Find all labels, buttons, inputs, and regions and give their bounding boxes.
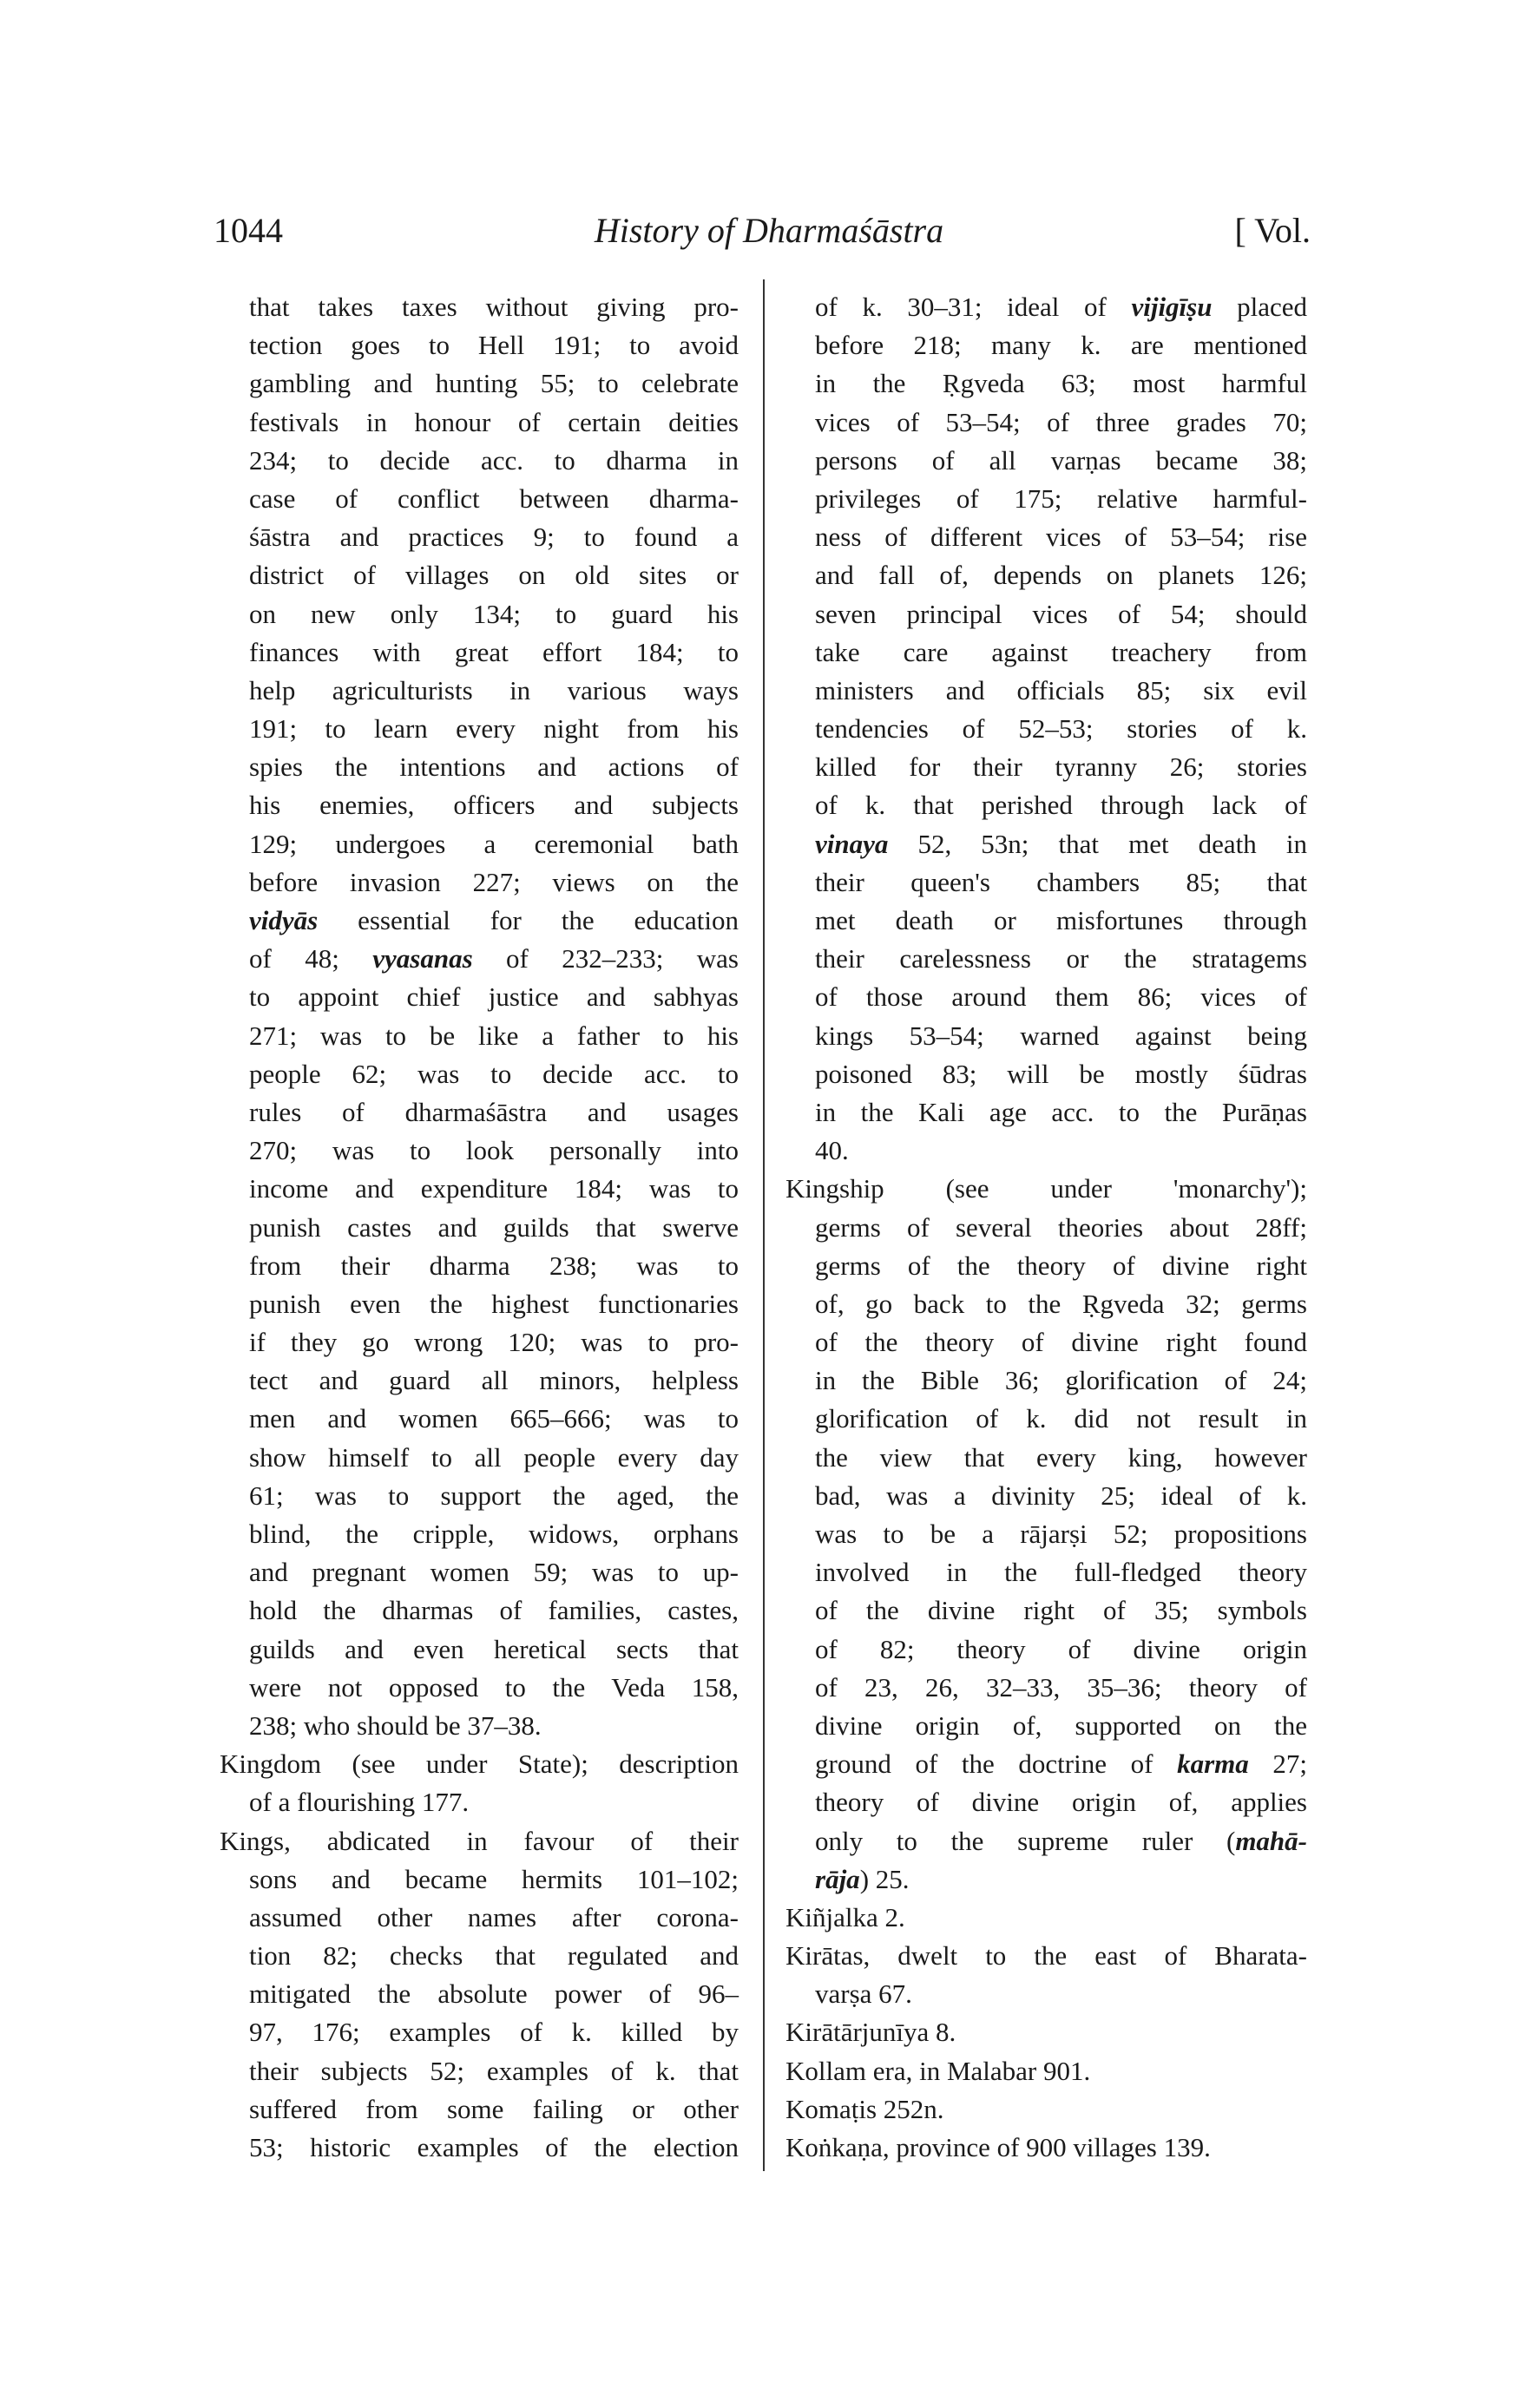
line-text: that takes taxes without giving pro- [249,292,739,322]
line-text: and pregnant women 59; was to up- [249,1557,739,1588]
index-line [785,1591,1307,1630]
line-text: ministers and officials 85; six evil [815,674,1307,705]
index-line [220,786,739,824]
line-text: men and women 665–666; was to [249,1403,739,1434]
index-entry-line [785,2129,1307,2167]
index-line [785,940,1307,978]
line-text: 61; was to support the aged, the [249,1480,739,1511]
line-text: 97, 176; examples of k. killed by [249,2017,739,2048]
line-text: 270; was to look personally into [249,1135,739,1166]
index-line [785,326,1307,364]
line-text: śāstra and practices 9; to found a [249,522,739,553]
line-text: 53; historic examples of the election [249,2132,739,2162]
index-line [220,326,739,364]
line-text: of 23, 26, 32–33, 35–36; theory of [815,1671,1307,1703]
line-text: theory of divine origin of, applies [815,1787,1307,1818]
index-line [785,786,1307,824]
line-text: people 62; was to decide acc. to [249,1058,739,1089]
index-line [785,902,1307,940]
line-text: 40. [815,1135,849,1166]
line-text: their queen's chambers 85; that [815,866,1307,897]
line-text: Koṅkaṇa, province of 900 villages 139. [785,2132,1211,2162]
line-text: placed [1212,292,1307,322]
line-text: punish castes and guilds that swerve [249,1211,739,1243]
index-line [785,1477,1307,1515]
line-text: in the Ṛgveda 63; most harmful [815,368,1307,399]
line-text: gambling and hunting 55; to celebrate [249,368,739,399]
index-line [220,1669,739,1707]
line-text: was to be a rājarṣi 52; propositions [815,1519,1307,1549]
line-text: from their dharma 238; was to [249,1250,739,1281]
line-text: suffered from some failing or other [249,2093,739,2124]
index-line [220,1477,739,1515]
line-text: essential for the education [318,905,739,935]
line-text: 129; undergoes a ceremonial bath [249,828,739,859]
index-line [220,2129,739,2167]
index-line [785,1707,1307,1745]
index-line [220,672,739,710]
line-text: finances with great effort 184; to [249,636,739,667]
index-entry-line [785,1170,1307,1208]
index-line [785,1745,1307,1783]
italic-term: karma [1177,1749,1249,1780]
line-text: were not opposed to the Veda 158, [249,1671,739,1703]
index-entry-line [785,2090,1307,2129]
line-text: of the divine right of 35; symbols [815,1595,1307,1626]
index-line [220,1017,739,1055]
index-line [785,863,1307,902]
index-line [220,1899,739,1937]
line-text: their carelessness or the stratagems [815,943,1307,974]
line-text: ground of the doctrine of [815,1749,1178,1780]
line-text: vices of 53–54; of three grades 70; [815,406,1307,437]
line-text: tection goes to Hell 191; to avoid [249,330,739,361]
index-line [220,1055,739,1093]
index-line [785,556,1307,594]
line-text: germs of the theory of divine right [815,1250,1307,1281]
index-line [220,1630,739,1669]
line-text: sons and became hermits 101–102; [249,1863,739,1894]
index-line [785,1630,1307,1669]
index-line [220,404,739,442]
index-line [220,1975,739,2013]
index-line [785,1515,1307,1553]
index-line [220,1937,739,1975]
line-text: varṣa 67. [815,1978,912,2010]
line-text: of k. that perished through lack of [815,790,1307,821]
line-text: 234; to decide acc. to dharma in [249,444,739,476]
index-line [785,364,1307,403]
index-line [785,672,1307,710]
index-line [785,1285,1307,1323]
index-line [220,1591,739,1630]
index-line [220,1170,739,1208]
index-line [785,1017,1307,1055]
line-text: festivals in honour of certain deities [249,406,739,437]
line-text: seven principal vices of 54; should [815,598,1307,629]
index-line [220,480,739,518]
italic-term: vyasanas [372,943,473,974]
line-text: of 48; [249,943,373,974]
italic-term: vinaya [815,828,889,859]
index-line [220,1515,739,1553]
index-line [220,1132,739,1170]
italic-term: rāja [815,1863,860,1894]
line-text: income and expenditure 184; was to [249,1173,739,1204]
line-text: of a flourishing 177. [249,1787,470,1818]
index-entry-line [220,1745,739,1783]
line-text: ) 25. [859,1863,910,1894]
index-line [785,1822,1307,1860]
line-text: if they go wrong 120; was to pro- [249,1327,739,1358]
index-line [220,2052,739,2090]
index-line [220,364,739,403]
line-text: take care against treachery from [815,636,1307,667]
line-text: 238; who should be 37–38. [249,1709,542,1741]
index-line [785,1209,1307,1247]
line-text: germs of several theories about 28ff; [815,1211,1307,1243]
index-line [785,1093,1307,1132]
index-line [785,1439,1307,1477]
index-line [785,288,1307,326]
index-line [785,1400,1307,1438]
line-text: of 232–233; was [472,943,739,974]
line-text: rules of dharmaśāstra and usages [249,1096,739,1127]
line-text: met death or misfortunes through [815,905,1307,935]
line-text: poisoned 83; will be mostly śūdras [815,1058,1307,1089]
line-text: Kirātas, dwelt to the east of Bharata- [785,1940,1307,1972]
line-text: ness of different vices of 53–54; rise [815,522,1307,553]
index-line [220,902,739,940]
line-text: hold the dharmas of families, castes, [249,1595,739,1626]
line-text: of, go back to the Ṛgveda 32; germs [815,1288,1307,1319]
index-line [220,556,739,594]
line-text: blind, the cripple, widows, orphans [249,1519,739,1549]
index-line [220,595,739,633]
volume-label: [ Vol. [1234,211,1311,250]
line-text: persons of all varṇas became 38; [815,444,1307,476]
line-text: spies the intentions and actions of [249,751,739,783]
line-text: their subjects 52; examples of k. that [249,2055,739,2086]
index-line [220,1361,739,1400]
index-line [220,518,739,556]
index-line [785,710,1307,748]
index-line [785,1323,1307,1361]
page-number: 1044 [214,211,283,250]
line-text: of those around them 86; vices of [815,981,1307,1013]
line-text: in the Kali age acc. to the Purāṇas [815,1096,1307,1127]
index-line [220,1553,739,1591]
index-line [220,863,739,902]
left-column [220,288,739,2167]
line-text: only to the supreme ruler ( [815,1825,1236,1856]
index-line [220,940,739,978]
index-entry-line [785,1899,1307,1937]
line-text: Kingdom (see under State); description [220,1749,739,1780]
index-line [785,748,1307,786]
line-text: to appoint chief justice and sabhyas [249,981,739,1013]
line-text: of k. 30–31; ideal of [815,292,1132,322]
italic-term: vidyās [249,905,319,935]
line-text: kings 53–54; warned against being [815,1020,1307,1051]
index-entry-line [785,2052,1307,2090]
index-line [785,633,1307,672]
line-text: his enemies, officers and subjects [249,790,739,821]
line-text: of the theory of divine right found [815,1327,1307,1358]
line-text: and fall of, depends on planets 126; [815,560,1307,591]
index-line [220,1783,739,1821]
line-text: guilds and even heretical sects that [249,1633,739,1664]
line-text: 27; [1248,1749,1307,1780]
index-line [220,1400,739,1438]
index-line [220,1860,739,1899]
index-line [220,442,739,480]
line-text: killed for their tyranny 26; stories [815,751,1307,783]
line-text: Komaṭis 252n. [785,2093,944,2124]
index-line [785,1783,1307,1821]
index-line [220,1209,739,1247]
index-line [220,1285,739,1323]
index-line [220,748,739,786]
line-text: Kingship (see under 'monarchy'); [785,1173,1307,1204]
italic-term: vijigīṣu [1131,292,1213,322]
line-text: case of conflict between dharma- [249,482,739,514]
line-text: show himself to all people every day [249,1441,739,1473]
line-text: district of villages on old sites or [249,560,739,591]
index-line [220,633,739,672]
line-text: tion 82; checks that regulated and [249,1940,739,1972]
index-line [785,1247,1307,1285]
index-line [220,1439,739,1477]
line-text: Kollam era, in Malabar 901. [785,2055,1091,2086]
line-text: divine origin of, supported on the [815,1709,1307,1741]
index-line [785,404,1307,442]
index-line [785,1860,1307,1899]
index-entry-line [220,1822,739,1860]
index-line [785,1132,1307,1170]
line-text: help agriculturists in various ways [249,674,739,705]
running-title: History of Dharmaśāstra [594,211,944,250]
line-text: in the Bible 36; glorification of 24; [815,1365,1307,1396]
index-entry-line [785,1937,1307,1975]
line-text: Kings, abdicated in favour of their [220,1825,739,1856]
line-text: tendencies of 52–53; stories of k. [815,713,1307,745]
index-line [220,710,739,748]
index-line [785,442,1307,480]
index-line [785,595,1307,633]
line-text: Kiñjalka 2. [785,1901,905,1932]
line-text: of 82; theory of divine origin [815,1633,1307,1664]
line-text: glorification of k. did not result in [815,1403,1307,1434]
index-line [785,1669,1307,1707]
line-text: 52, 53n; that met death in [888,828,1307,859]
line-text: the view that every king, however [815,1441,1307,1473]
index-line [785,1975,1307,2013]
line-text: privileges of 175; relative harmful- [815,482,1307,514]
index-line [220,1093,739,1132]
line-text: mitigated the absolute power of 96– [249,1978,739,2010]
line-text: assumed other names after corona- [249,1901,739,1932]
index-line [785,1553,1307,1591]
index-line [220,1707,739,1745]
index-line [220,2090,739,2129]
index-line [220,1323,739,1361]
line-text: involved in the full-fledged theory [815,1557,1307,1588]
line-text: bad, was a divinity 25; ideal of k. [815,1480,1307,1511]
index-line [785,1055,1307,1093]
index-line [785,480,1307,518]
line-text: 191; to learn every night from his [249,713,739,745]
index-entry-line [785,2013,1307,2051]
line-text: punish even the highest functionaries [249,1288,739,1319]
line-text: Kirātārjunīya 8. [785,2017,956,2048]
italic-term: mahā- [1235,1825,1307,1856]
line-text: tect and guard all minors, helpless [249,1365,739,1396]
line-text: on new only 134; to guard his [249,598,739,629]
line-text: 271; was to be like a father to his [249,1020,739,1051]
right-column [785,288,1307,2167]
index-line [220,825,739,863]
line-text: before invasion 227; views on the [249,866,739,897]
index-line [220,1247,739,1285]
index-line [785,1361,1307,1400]
index-line [785,825,1307,863]
line-text: before 218; many k. are mentioned [815,330,1307,361]
index-line [220,288,739,326]
index-line [220,978,739,1016]
index-line [220,2013,739,2051]
index-line [785,978,1307,1016]
column-divider [763,279,765,2171]
index-line [785,518,1307,556]
